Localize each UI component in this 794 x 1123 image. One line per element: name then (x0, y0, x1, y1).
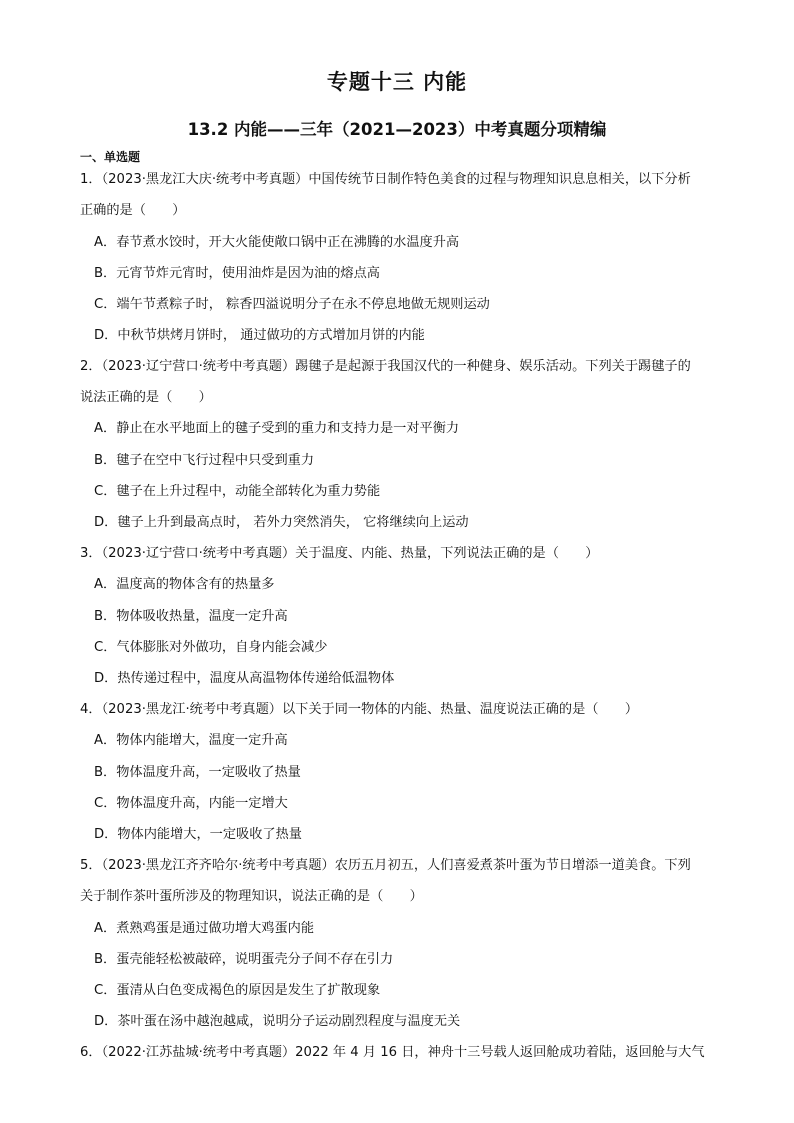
question-5-option-d: D．茶叶蛋在汤中越泡越咸，说明分子运动剧烈程度与温度无关 (94, 1014, 461, 1029)
question-2-option-a: A．静止在水平地面上的毽子受到的重力和支持力是一对平衡力 (94, 421, 460, 436)
question-2-option-b: B．毽子在空中飞行过程中只受到重力 (94, 453, 315, 468)
question-3-option-d: D．热传递过程中，温度从高温物体传递给低温物体 (94, 671, 395, 686)
question-3-stem-line-1: 3．（2023·辽宁营口·统考中考真题）关于温度、内能、热量，下列说法正确的是（ ） (80, 546, 599, 561)
question-1-stem-line-2: 正确的是（ ） (80, 203, 186, 218)
question-4-option-b: B．物体温度升高，一定吸收了热量 (94, 765, 301, 780)
question-5-stem-line-1: 5．（2023·黑龙江齐齐哈尔·统考中考真题）农历五月初五，人们喜爱煮茶叶蛋为节日增添一道美食。下列 (80, 858, 691, 873)
question-5-option-b: B．蛋壳能轻松被敲碎，说明蛋壳分子间不存在引力 (94, 952, 394, 967)
question-1-option-b: B．元宵节炸元宵时，使用油炸是因为油的熔点高 (94, 266, 380, 281)
question-2-stem-line-2: 说法正确的是（ ） (80, 390, 212, 405)
page-title: 专题十三 内能 (326, 70, 468, 94)
question-4-option-c: C．物体温度升高，内能一定增大 (94, 796, 288, 811)
question-4-option-d: D．物体内能增大，一定吸收了热量 (94, 827, 302, 842)
question-6-stem-line-1: 6．（2022·江苏盐城·统考中考真题）2022 年 4 月 16 日，神舟十三号载人返回舱成功着陆，返回舱与大气 (80, 1045, 705, 1060)
question-2-option-d: D．毽子上升到最高点时， 若外力突然消失， 它将继续向上运动 (94, 515, 469, 530)
question-3-option-a: A．温度高的物体含有的热量多 (94, 577, 275, 592)
question-5-option-a: A．煮熟鸡蛋是通过做功增大鸡蛋内能 (94, 921, 315, 936)
question-4-stem-line-1: 4．（2023·黑龙江·统考中考真题）以下关于同一物体的内能、热量、温度说法正确的是（ ） (80, 702, 639, 717)
question-1-option-c: C．端午节煮粽子时， 粽香四溢说明分子在永不停息地做无规则运动 (94, 297, 490, 312)
question-1-stem-line-1: 1．（2023·黑龙江大庆·统考中考真题）中国传统节日制作特色美食的过程与物理知识息息相关，以下分析 (80, 172, 691, 187)
question-5-stem-line-2: 关于制作茶叶蛋所涉及的物理知识，说法正确的是（ ） (80, 889, 423, 904)
question-4-option-a: A．物体内能增大，温度一定升高 (94, 733, 288, 748)
question-2-option-c: C．毽子在上升过程中，动能全部转化为重力势能 (94, 484, 381, 499)
question-1-option-d: D．中秋节烘烤月饼时， 通过做功的方式增加月饼的内能 (94, 328, 425, 343)
question-3-option-c: C．气体膨胀对外做功，自身内能会减少 (94, 640, 328, 655)
page-subtitle: 13.2 内能——三年（2021—2023）中考真题分项精编 (187, 120, 607, 139)
question-5-option-c: C．蛋清从白色变成褐色的原因是发生了扩散现象 (94, 983, 381, 998)
question-1-option-a: A．春节煮水饺时，开大火能使敞口锅中正在沸腾的水温度升高 (94, 235, 460, 250)
section-heading: 一、单选题 (80, 150, 141, 164)
question-3-option-b: B．物体吸收热量，温度一定升高 (94, 609, 288, 624)
question-2-stem-line-1: 2．（2023·辽宁营口·统考中考真题）踢毽子是起源于我国汉代的一种健身、娱乐活动。下列关于踢毽子的 (80, 359, 691, 374)
